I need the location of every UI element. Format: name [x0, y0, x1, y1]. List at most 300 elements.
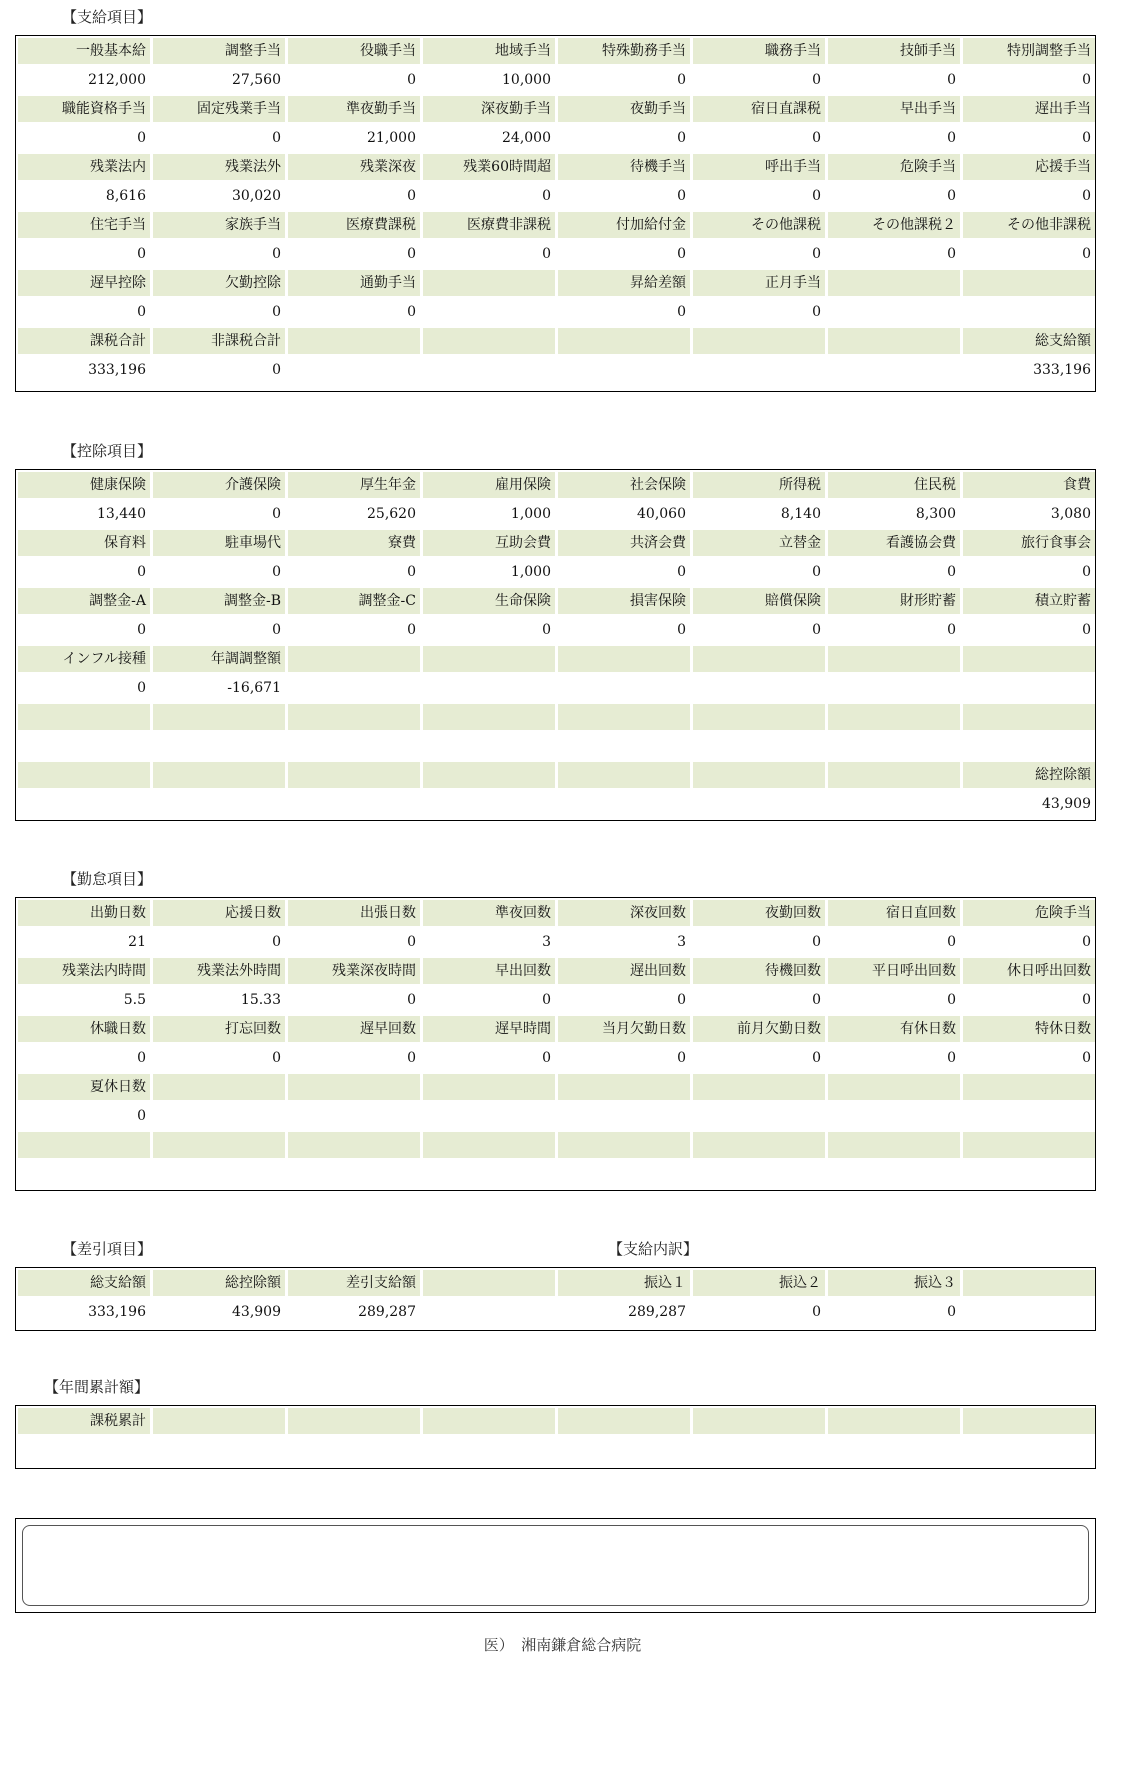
field-value [423, 733, 555, 759]
field-label: 付加給付金 [558, 212, 690, 238]
field-label [153, 762, 285, 788]
field-label: 通勤手当 [288, 270, 420, 296]
field-label: 寮費 [288, 530, 420, 556]
field-label [288, 762, 420, 788]
field-label [963, 1270, 1095, 1296]
field-value [18, 1161, 150, 1187]
table-row [18, 38, 1095, 67]
field-label [558, 1408, 690, 1434]
field-value [288, 733, 420, 759]
field-label: 調整金-C [288, 588, 420, 614]
field-value: 0 [693, 67, 825, 93]
field-value: 0 [828, 987, 960, 1013]
field-value [828, 675, 960, 701]
field-value: 0 [558, 67, 690, 93]
field-value: 0 [963, 929, 1095, 955]
table-row [18, 675, 1095, 704]
field-value: 0 [693, 987, 825, 1013]
field-value: 43,909 [963, 791, 1095, 817]
field-value [153, 1103, 285, 1129]
field-label: 遅出回数 [558, 958, 690, 984]
grid-kojo [18, 472, 1095, 820]
table-row [18, 67, 1095, 96]
footer-hospital-name: 医） 湘南鎌倉総合病院 [483, 1636, 642, 1654]
field-value: 10,000 [423, 67, 555, 93]
field-label: その他課税２ [828, 212, 960, 238]
field-label [693, 1074, 825, 1100]
field-value [153, 1161, 285, 1187]
field-value [558, 675, 690, 701]
field-value [288, 791, 420, 817]
field-label: 危険手当 [963, 900, 1095, 926]
field-value: 0 [18, 299, 150, 325]
field-value [558, 1437, 690, 1463]
field-value: 0 [288, 241, 420, 267]
table-row [18, 1074, 1095, 1103]
field-value: 21,000 [288, 125, 420, 151]
field-label [288, 1408, 420, 1434]
field-value [18, 733, 150, 759]
field-value: 3,080 [963, 501, 1095, 527]
field-value [288, 1437, 420, 1463]
table-row [18, 328, 1095, 357]
field-value: 0 [153, 501, 285, 527]
field-label [693, 646, 825, 672]
field-label [558, 328, 690, 354]
field-label: 準夜勤手当 [288, 96, 420, 122]
field-label: 技師手当 [828, 38, 960, 64]
table-row [18, 987, 1095, 1016]
field-value: 0 [153, 1045, 285, 1071]
table-row [18, 270, 1095, 299]
field-value: 43,909 [153, 1299, 285, 1325]
field-value [558, 1103, 690, 1129]
field-value: 0 [153, 357, 285, 383]
field-value [693, 1437, 825, 1463]
field-value: 5.5 [18, 987, 150, 1013]
field-value [558, 791, 690, 817]
field-label: 地域手当 [423, 38, 555, 64]
field-label: 看護協会費 [828, 530, 960, 556]
field-value: 0 [18, 1045, 150, 1071]
field-value: 0 [828, 617, 960, 643]
field-value: 0 [693, 1045, 825, 1071]
field-value: 0 [828, 1045, 960, 1071]
field-label: 調整金-B [153, 588, 285, 614]
field-label: 欠勤控除 [153, 270, 285, 296]
field-label: 平日呼出回数 [828, 958, 960, 984]
field-value: 0 [288, 67, 420, 93]
field-label [423, 1074, 555, 1100]
section-title-kintai: 【勤怠項目】 [62, 870, 153, 888]
field-label [423, 762, 555, 788]
field-value: 333,196 [963, 357, 1095, 383]
field-label [828, 646, 960, 672]
field-value [963, 675, 1095, 701]
field-value: 0 [963, 67, 1095, 93]
field-value: 0 [288, 987, 420, 1013]
field-label: 特殊勤務手当 [558, 38, 690, 64]
field-label: 残業深夜時間 [288, 958, 420, 984]
field-value [963, 299, 1095, 325]
table-row [18, 1045, 1095, 1074]
field-value [828, 791, 960, 817]
field-label: 残業法内 [18, 154, 150, 180]
field-value: 0 [828, 241, 960, 267]
field-label: 残業法外時間 [153, 958, 285, 984]
field-label: 危険手当 [828, 154, 960, 180]
field-value: 0 [288, 929, 420, 955]
field-label [288, 1132, 420, 1158]
field-value: 3 [558, 929, 690, 955]
field-label [423, 646, 555, 672]
section-title-nenkan: 【年間累計額】 [44, 1378, 150, 1396]
field-label: 特別調整手当 [963, 38, 1095, 64]
table-row [18, 1016, 1095, 1045]
field-label [18, 1132, 150, 1158]
grid-shikyu [18, 38, 1095, 386]
field-value: 333,196 [18, 357, 150, 383]
table-row [18, 929, 1095, 958]
section-title-sashihiki: 【差引項目】 [62, 1240, 153, 1258]
field-label: 前月欠勤日数 [693, 1016, 825, 1042]
field-label [288, 328, 420, 354]
field-value: 0 [693, 125, 825, 151]
field-value: 0 [558, 241, 690, 267]
field-label: 待機手当 [558, 154, 690, 180]
table-row [18, 501, 1095, 530]
field-value [18, 791, 150, 817]
field-value [18, 1437, 150, 1463]
field-value: 8,140 [693, 501, 825, 527]
field-label: 固定残業手当 [153, 96, 285, 122]
field-label: 振込１ [558, 1270, 690, 1296]
field-label [558, 762, 690, 788]
field-label [828, 704, 960, 730]
table-row [18, 958, 1095, 987]
field-value [423, 1299, 555, 1325]
field-value: 0 [693, 929, 825, 955]
field-value: 0 [288, 617, 420, 643]
field-label: 一般基本給 [18, 38, 150, 64]
field-label: 社会保険 [558, 472, 690, 498]
field-label [693, 1408, 825, 1434]
field-label: 職務手当 [693, 38, 825, 64]
field-label: 残業深夜 [288, 154, 420, 180]
table-row [18, 212, 1095, 241]
field-value [153, 733, 285, 759]
field-value [963, 1161, 1095, 1187]
field-label: 深夜回数 [558, 900, 690, 926]
field-value [963, 1437, 1095, 1463]
table-row [18, 791, 1095, 820]
field-value [423, 675, 555, 701]
field-value: 0 [963, 617, 1095, 643]
field-label: 遅早時間 [423, 1016, 555, 1042]
field-label: 遅出手当 [963, 96, 1095, 122]
field-value: -16,671 [153, 675, 285, 701]
field-label [963, 704, 1095, 730]
field-label: 総控除額 [153, 1270, 285, 1296]
field-value: 0 [828, 559, 960, 585]
field-value: 13,440 [18, 501, 150, 527]
field-label: 宿日直回数 [828, 900, 960, 926]
field-value: 0 [423, 1045, 555, 1071]
table-row [18, 559, 1095, 588]
field-value: 0 [423, 241, 555, 267]
field-value: 0 [558, 125, 690, 151]
field-label [828, 1074, 960, 1100]
field-value [558, 1161, 690, 1187]
field-label [963, 646, 1095, 672]
field-label: 役職手当 [288, 38, 420, 64]
field-value [693, 1103, 825, 1129]
field-label: 財形貯蓄 [828, 588, 960, 614]
field-label: 住民税 [828, 472, 960, 498]
field-label: インフル接種 [18, 646, 150, 672]
field-value: 0 [18, 125, 150, 151]
field-value: 0 [18, 1103, 150, 1129]
field-value: 0 [423, 987, 555, 1013]
field-label: 課税合計 [18, 328, 150, 354]
table-row [18, 704, 1095, 733]
field-value [963, 1103, 1095, 1129]
field-value: 0 [423, 617, 555, 643]
field-label: 待機回数 [693, 958, 825, 984]
field-label [423, 1408, 555, 1434]
field-label: 振込３ [828, 1270, 960, 1296]
field-value: 30,020 [153, 183, 285, 209]
field-label [963, 270, 1095, 296]
field-label: 残業60時間超 [423, 154, 555, 180]
field-label: 保育料 [18, 530, 150, 556]
table-row [18, 472, 1095, 501]
grid-sashihiki [18, 1270, 1095, 1328]
field-label: 共済会費 [558, 530, 690, 556]
field-value: 0 [558, 183, 690, 209]
table-kintai [15, 897, 1096, 1191]
field-value: 25,620 [288, 501, 420, 527]
field-label [423, 270, 555, 296]
field-value [693, 357, 825, 383]
field-label: 夜勤回数 [693, 900, 825, 926]
field-value: 0 [153, 559, 285, 585]
field-label: 厚生年金 [288, 472, 420, 498]
field-value: 0 [558, 1045, 690, 1071]
field-label: 総控除額 [963, 762, 1095, 788]
field-label: 損害保険 [558, 588, 690, 614]
table-kojo [15, 469, 1096, 821]
grid-kintai [18, 900, 1095, 1190]
field-label: 出勤日数 [18, 900, 150, 926]
table-row [18, 241, 1095, 270]
field-value: 0 [693, 183, 825, 209]
field-label: 深夜勤手当 [423, 96, 555, 122]
field-value: 1,000 [423, 501, 555, 527]
table-row [18, 183, 1095, 212]
field-label: 残業法外 [153, 154, 285, 180]
field-value: 0 [828, 183, 960, 209]
field-value [423, 1103, 555, 1129]
field-value: 0 [828, 125, 960, 151]
field-value: 0 [558, 559, 690, 585]
field-value: 0 [963, 987, 1095, 1013]
field-value [828, 733, 960, 759]
field-label: 特休日数 [963, 1016, 1095, 1042]
field-label [288, 704, 420, 730]
field-value [153, 1437, 285, 1463]
table-row [18, 1132, 1095, 1161]
table-sashihiki [15, 1267, 1096, 1331]
field-value [693, 675, 825, 701]
field-label: 総支給額 [963, 328, 1095, 354]
field-label: その他課税 [693, 212, 825, 238]
field-value [963, 733, 1095, 759]
field-label: 旅行食事会 [963, 530, 1095, 556]
field-label [693, 328, 825, 354]
field-label [153, 1074, 285, 1100]
field-label [963, 1074, 1095, 1100]
field-value: 0 [558, 987, 690, 1013]
field-value: 0 [153, 299, 285, 325]
field-label: 応援日数 [153, 900, 285, 926]
field-label [828, 1408, 960, 1434]
field-value: 0 [693, 299, 825, 325]
field-label: 遅早回数 [288, 1016, 420, 1042]
field-label: 調整手当 [153, 38, 285, 64]
table-nenkan [15, 1405, 1096, 1469]
section-title-shikyu: 【支給項目】 [62, 8, 153, 26]
field-value: 0 [288, 1045, 420, 1071]
field-value: 0 [693, 241, 825, 267]
field-label: 夏休日数 [18, 1074, 150, 1100]
field-label: 食費 [963, 472, 1095, 498]
field-value: 0 [288, 183, 420, 209]
field-value [828, 299, 960, 325]
field-value: 24,000 [423, 125, 555, 151]
field-label [963, 1408, 1095, 1434]
field-value [963, 1299, 1095, 1325]
table-row [18, 1161, 1095, 1190]
field-label [18, 762, 150, 788]
table-row [18, 299, 1095, 328]
field-value [693, 791, 825, 817]
field-value [693, 1161, 825, 1187]
field-label: 休日呼出回数 [963, 958, 1095, 984]
field-value: 0 [18, 675, 150, 701]
field-value: 0 [828, 67, 960, 93]
field-label: 調整金-A [18, 588, 150, 614]
field-value: 0 [693, 1299, 825, 1325]
field-label: 互助会費 [423, 530, 555, 556]
field-label: 雇用保険 [423, 472, 555, 498]
field-value: 0 [828, 929, 960, 955]
field-label: 住宅手当 [18, 212, 150, 238]
field-value [288, 357, 420, 383]
table-row [18, 530, 1095, 559]
field-label: 準夜回数 [423, 900, 555, 926]
field-label: 差引支給額 [288, 1270, 420, 1296]
field-label [963, 1132, 1095, 1158]
table-row [18, 900, 1095, 929]
field-value: 0 [153, 617, 285, 643]
field-label [828, 1132, 960, 1158]
field-value: 21 [18, 929, 150, 955]
memo-box [15, 1518, 1096, 1613]
field-label [693, 1132, 825, 1158]
field-label: 積立貯蓄 [963, 588, 1095, 614]
grid-nenkan [18, 1408, 1095, 1466]
field-label: 早出手当 [828, 96, 960, 122]
table-row [18, 1270, 1095, 1299]
field-value: 0 [18, 617, 150, 643]
field-value [828, 357, 960, 383]
table-row [18, 617, 1095, 646]
field-value: 333,196 [18, 1299, 150, 1325]
field-value: 0 [558, 617, 690, 643]
field-label [558, 1074, 690, 1100]
field-label: 介護保険 [153, 472, 285, 498]
field-value: 0 [153, 241, 285, 267]
section-title-kojo: 【控除項目】 [62, 442, 153, 460]
table-row [18, 96, 1095, 125]
table-row [18, 1103, 1095, 1132]
field-value: 1,000 [423, 559, 555, 585]
field-value: 0 [963, 1045, 1095, 1071]
field-value: 0 [558, 299, 690, 325]
field-value [558, 357, 690, 383]
field-label [153, 704, 285, 730]
field-label: 駐車場代 [153, 530, 285, 556]
field-label: 呼出手当 [693, 154, 825, 180]
field-value: 0 [423, 183, 555, 209]
field-label: 医療費課税 [288, 212, 420, 238]
field-label: 賠償保険 [693, 588, 825, 614]
field-label: 立替金 [693, 530, 825, 556]
field-label [423, 1132, 555, 1158]
table-row [18, 762, 1095, 791]
field-label: 宿日直課税 [693, 96, 825, 122]
field-value: 40,060 [558, 501, 690, 527]
field-value: 0 [963, 241, 1095, 267]
field-value: 0 [693, 617, 825, 643]
memo-field [22, 1525, 1089, 1606]
field-label: 医療費非課税 [423, 212, 555, 238]
field-label: 職能資格手当 [18, 96, 150, 122]
field-label [423, 1270, 555, 1296]
table-row [18, 1408, 1095, 1437]
field-label: その他非課税 [963, 212, 1095, 238]
field-value: 289,287 [288, 1299, 420, 1325]
field-label [558, 704, 690, 730]
field-label [423, 704, 555, 730]
field-value [288, 675, 420, 701]
field-label [558, 1132, 690, 1158]
table-row [18, 733, 1095, 762]
table-row [18, 357, 1095, 386]
field-value: 0 [18, 241, 150, 267]
field-label: 健康保険 [18, 472, 150, 498]
field-value: 0 [963, 559, 1095, 585]
field-value: 0 [18, 559, 150, 585]
field-label: 所得税 [693, 472, 825, 498]
field-value: 0 [153, 125, 285, 151]
table-row [18, 646, 1095, 675]
field-label: 振込２ [693, 1270, 825, 1296]
table-row [18, 125, 1095, 154]
field-value [423, 1437, 555, 1463]
field-label: 出張日数 [288, 900, 420, 926]
